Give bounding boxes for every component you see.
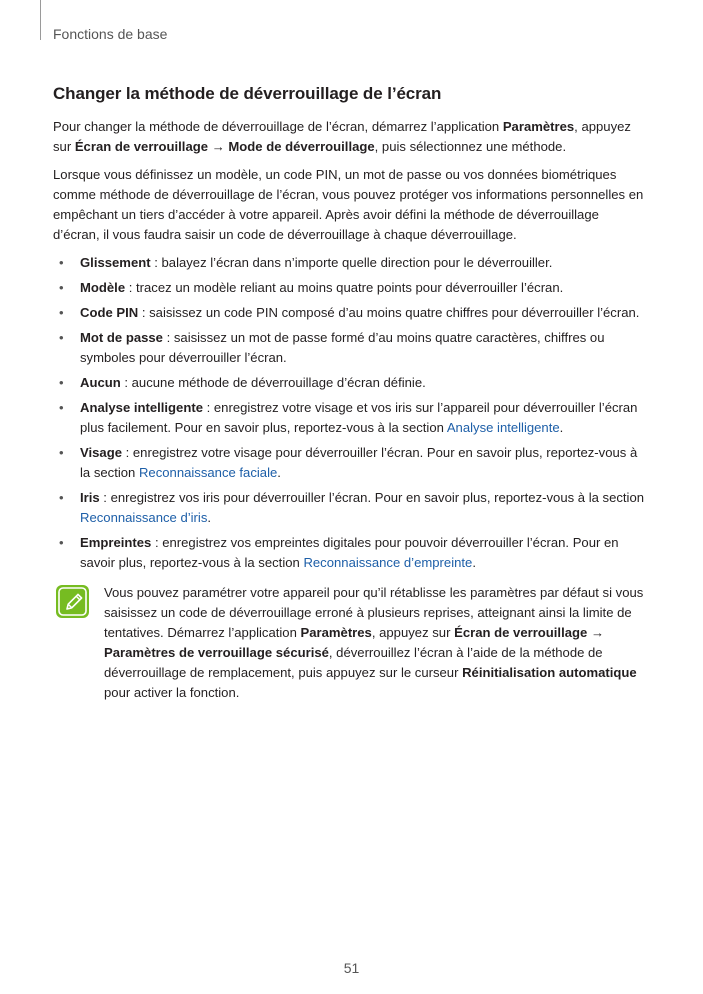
method-item-none xyxy=(53,373,645,393)
note-text-part: Vous pouvez paramétrer votre appareil pour qu’il rétablisse les paramètres par défaut si vous saisissez un code de déverrouillage erroné à plusieurs reprises, atteignant ainsi la limite de tentatives. Démarrez l’application xyxy=(104,585,644,640)
method-term: Iris xyxy=(80,490,100,505)
note-text-part: , appuyez sur xyxy=(371,625,455,640)
unlock-methods-list xyxy=(53,253,645,573)
section-title: Changer la méthode de déverrouillage de l’écran xyxy=(53,84,442,103)
intro-text: , appuyez sur xyxy=(53,119,631,154)
menu-path-auto-reset: Réinitialisation automatique xyxy=(462,665,637,680)
bullet: • xyxy=(59,255,64,270)
method-term: Modèle xyxy=(80,280,126,295)
method-description: : balayez l’écran dans n’importe quelle direction pour le déverrouiller. xyxy=(150,255,553,270)
method-item-swipe xyxy=(53,253,645,273)
bullet: • xyxy=(59,490,64,505)
arrow-separator: → xyxy=(208,139,229,154)
method-description: : enregistrez votre visage pour déverrouiller l’écran. Pour en savoir plus, reportez-vous à la section xyxy=(80,445,638,480)
method-description: : enregistrez votre visage et vos iris sur l’appareil pour déverrouiller l’écran plus facilement. Pour en savoir plus, reportez-vous à la section xyxy=(80,400,638,435)
note-text-part: pour activer la fonction. xyxy=(104,685,240,700)
method-term: Visage xyxy=(80,445,122,460)
method-description: : tracez un modèle reliant au moins quatre points pour déverrouiller l’écran. xyxy=(125,280,564,295)
method-item-password xyxy=(53,328,645,368)
bullet: • xyxy=(59,280,64,295)
method-description: : saisissez un code PIN composé d’au moins quatre chiffres pour déverrouiller l’écran. xyxy=(138,305,640,320)
method-item-iris xyxy=(53,488,645,528)
page-number: 51 xyxy=(343,960,360,976)
explanation-paragraph: Lorsque vous définissez un modèle, un code PIN, un mot de passe ou vos données biométriques comme méthode de déverrouillage de l’écran, vous pouvez protéger vos informations personnelles en empêchant un tiers d’accéder à votre appareil. Après avoir défini la méthode de déverrouillage d’écran, il vous faudra saisir un code de déverrouillage à chaque déverrouillage. xyxy=(53,167,644,242)
menu-path-unlock-mode: Mode de déverrouillage xyxy=(228,139,375,154)
intro-paragraph xyxy=(53,117,645,157)
method-description: : enregistrez vos empreintes digitales pour pouvoir déverrouiller l’écran. Pour en savoir plus, reportez-vous à la section xyxy=(80,535,619,570)
period: . xyxy=(472,555,476,570)
bullet: • xyxy=(59,400,64,415)
bullet: • xyxy=(59,375,64,390)
note-pencil-icon xyxy=(56,585,89,618)
period: . xyxy=(559,420,564,435)
menu-path-lock-screen: Écran de verrouillage xyxy=(74,139,209,154)
method-term: Code PIN xyxy=(80,305,139,320)
arrow-separator: → xyxy=(587,625,605,640)
bullet: • xyxy=(59,535,64,550)
method-term: Aucun xyxy=(80,375,121,390)
method-term: Empreintes xyxy=(80,535,152,550)
method-description: : aucune méthode de déverrouillage d’écran définie. xyxy=(120,375,426,390)
bullet: • xyxy=(59,445,64,460)
method-description: : enregistrez vos iris pour déverrouiller l’écran. Pour en savoir plus, reportez-vous à la section xyxy=(99,490,645,505)
menu-path-settings: Paramètres xyxy=(300,625,372,640)
method-item-face xyxy=(53,443,645,483)
method-item-intelligent-scan xyxy=(53,398,645,438)
period: . xyxy=(207,510,212,525)
menu-path-lock-screen: Écran de verrouillage xyxy=(454,625,588,640)
method-term: Glissement xyxy=(80,255,151,270)
link-iris-recognition[interactable]: Reconnaissance d’iris xyxy=(80,510,208,525)
bullet: • xyxy=(59,330,64,345)
method-term: Mot de passe xyxy=(80,330,163,345)
link-face-recognition[interactable]: Reconnaissance faciale xyxy=(138,465,278,480)
note-text xyxy=(104,583,645,703)
method-item-pattern xyxy=(53,278,645,298)
menu-path-settings: Paramètres xyxy=(502,119,575,134)
running-header: Fonctions de base xyxy=(53,26,168,42)
period: . xyxy=(277,465,281,480)
note-text-part: , déverrouillez l’écran à l’aide de la méthode de déverrouillage de remplacement, puis appuyez sur le curseur xyxy=(104,645,603,680)
page-content xyxy=(53,84,645,703)
margin-rule xyxy=(40,0,41,40)
intro-text: , puis sélectionnez une méthode. xyxy=(374,139,567,154)
link-fingerprint-recognition[interactable]: Reconnaissance d’empreinte xyxy=(303,555,473,570)
method-item-fingerprints xyxy=(53,533,645,573)
method-term: Analyse intelligente xyxy=(80,400,203,415)
link-intelligent-scan[interactable]: Analyse intelligente xyxy=(446,420,560,435)
note-box xyxy=(53,583,645,703)
method-item-pin xyxy=(53,303,645,323)
bullet: • xyxy=(59,305,64,320)
menu-path-secure-lock-settings: Paramètres de verrouillage sécurisé xyxy=(104,645,329,660)
method-description: : saisissez un mot de passe formé d’au moins quatre caractères, chiffres ou symboles pour déverrouiller l’écran. xyxy=(80,330,605,365)
intro-text: Pour changer la méthode de déverrouillage de l’écran, démarrez l’application xyxy=(53,119,503,134)
